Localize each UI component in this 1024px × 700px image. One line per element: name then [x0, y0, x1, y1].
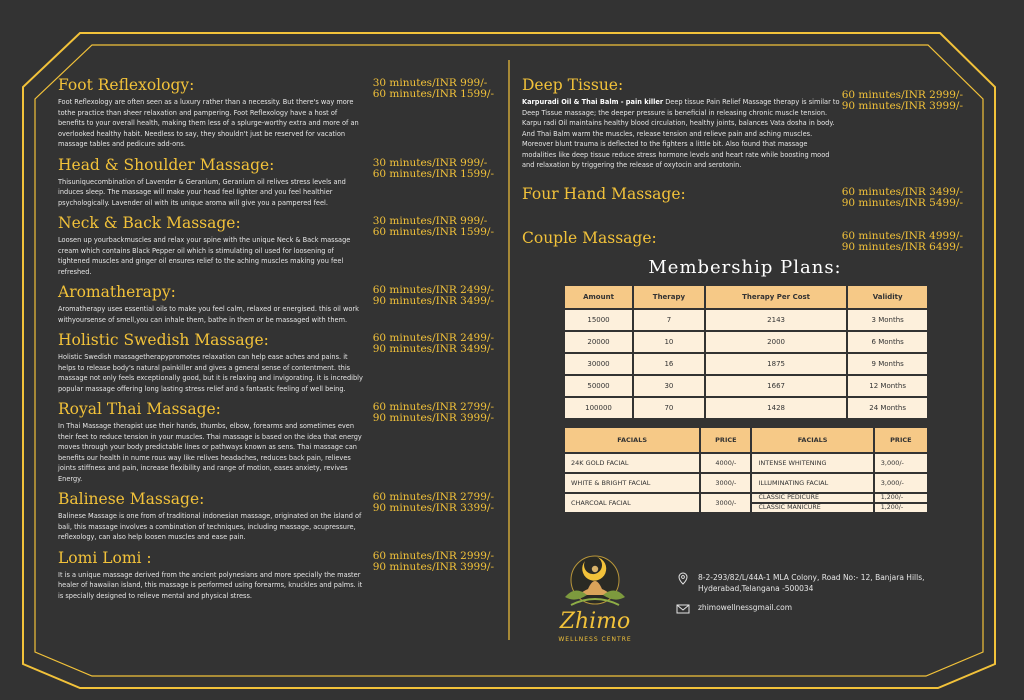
- column-header: Amount: [564, 285, 633, 309]
- service-title: Foot Reflexology:: [58, 76, 195, 94]
- service-title: Lomi Lomi :: [58, 548, 152, 567]
- service-title: Couple Massage:: [522, 228, 657, 247]
- service-description: Foot Reflexology are often seen as a luxury rather than a necessity. But there's way more tothe practice than sheer relaxation and pampering. Foot Reflexology have a host of benefits to your overall health, making them less of a splurge-worthy extra and more of an overlooked healthy habit. Needless to say, they shouldn't just be reserved for vacation massage tables and pedicure add-ons.: [58, 98, 359, 148]
- service-price: 60 minutes/INR 2499/- 90 minutes/INR 3499/-: [372, 284, 494, 307]
- service-price: 30 minutes/INR 999/- 60 minutes/INR 1599/-: [372, 156, 494, 180]
- column-header: Validity: [847, 285, 928, 309]
- membership-plans-title: Membership Plans:: [648, 257, 842, 278]
- service-description: [522, 97, 842, 171]
- column-header: PRICE: [874, 427, 928, 453]
- envelope-icon: [676, 602, 690, 616]
- service-title: Balinese Massage:: [58, 490, 205, 508]
- service-price: 60 minutes/INR 2999/- 90 minutes/INR 3999/-: [841, 89, 963, 112]
- service-description: Aromatherapy uses essential oils to make you feel calm, relaxed or energised. this oil work withyoursense of smell,you can inhale them, bathe in them or be massaged with them.: [58, 305, 359, 324]
- service-foot-reflexology: [58, 76, 498, 150]
- service-title: Head & Shoulder Massage:: [58, 155, 275, 174]
- table-row: 20000 10 2000 6 Months: [564, 331, 928, 353]
- facials-table: [563, 426, 929, 514]
- service-four-hand-massage: [522, 185, 967, 223]
- table-row: WHITE & BRIGHT FACIAL 3000/- ILLUMINATING FACIAL 3,000/-: [564, 473, 928, 493]
- service-price: 60 minutes/INR 2499/- 90 minutes/INR 3499/-: [372, 332, 494, 355]
- service-aromatherapy: [58, 283, 498, 325]
- location-pin-icon: [676, 572, 690, 586]
- description-bold: Karpuradi Oil & Thai Balm - pain killer: [522, 98, 664, 106]
- service-price: 60 minutes/INR 2799/- 90 minutes/INR 3999/-: [372, 401, 494, 424]
- description-text: Deep tissue Pain Relief Massage therapy is similar to Deep Tissue massage; the deeper pressure is beneficial in releasing chronic muscle tension. Karpu radi Oil maintains healthy blood circulation, healthy joints, balances Vata dosha in body. And Thai Balm warm the muscles, release tension and relieve pain and aching muscles. Moreover blunt trauma is deflected to the fighters a little bit. Also found that massage modalities like deep tissue reduce stress hormone levels and heart rate while boosting mood and relaxation by triggering the release of oxytocin and serotonin.: [522, 98, 840, 169]
- service-neck-back-massage: [58, 214, 498, 277]
- table-header-row: [564, 285, 928, 309]
- service-description: In Thai Massage therapist use their hands, thumbs, elbow, forearms and sometimes even their feet to reduce tension in your muscles. Thai massage is based on the idea that energy moves through your body predictable lines or pathways known as sens. Thai massage can benefits our health in nume rous way like relives headaches, reduces back pain, relieves joints stiffness and pain, increase flexibility and range of motion, eases anxiety, revives Energy.: [58, 422, 362, 483]
- column-header: PRICE: [700, 427, 751, 453]
- service-title: Deep Tissue:: [522, 76, 624, 94]
- left-services-column: [58, 76, 498, 607]
- service-lomi-lomi: [58, 549, 498, 602]
- service-description: Holistic Swedish massagetherapypromotes relaxation can help ease aches and pains. it helps to release body's natural painkiller and gives a general sense of contentment. this massage not only feels exceptionally good, but it is relaxing and invigorating. it is incredibly popular massage offering long lasting stress relief and a fantastic feeling of well being.: [58, 353, 363, 393]
- brand-name: Zhimo: [559, 609, 631, 634]
- table-row: CHARCOAL FACIAL 3000/- CLASSIC PEDICURE 1,200/-: [564, 493, 928, 503]
- table-row: 100000 70 1428 24 Months: [564, 397, 928, 419]
- service-head-shoulder-massage: [58, 156, 498, 209]
- service-title: Royal Thai Massage:: [58, 400, 221, 418]
- address-row: [676, 572, 925, 594]
- service-description: Loosen up yourbackmuscles and relax your spine with the unique Neck & Back massage cream which contains Black Pepper oil which is stimulating oil used for loosening of tightened muscles and ginger oil ensures relief to the aching muscles making you feel refreshed.: [58, 236, 351, 276]
- table-row: 50000 30 1667 12 Months: [564, 375, 928, 397]
- service-price: 60 minutes/INR 2999/- 90 minutes/INR 3999/-: [372, 549, 494, 573]
- service-title: Neck & Back Massage:: [58, 214, 241, 232]
- service-holistic-swedish-massage: [58, 331, 498, 394]
- service-couple-massage: [522, 228, 967, 253]
- service-deep-tissue: [522, 76, 967, 171]
- table-row: 15000 7 2143 3 Months: [564, 309, 928, 331]
- service-description: Balinese Massage is one from of traditional indonesian massage, originated on the island of bali, this massage involves a combination of techniques, including massage, acupressure, reflexology, can also help loosen muscles and ease pain.: [58, 512, 362, 541]
- table-row: 24K GOLD FACIAL 4000/- INTENSE WHITENING 3,000/-: [564, 453, 928, 473]
- service-description: It is a unique massage derived from the ancient polynesians and more specially the master healer of hawaiian island, this massage is performed using forearms, knuckles and palms. it is specially designed to relieve mental and physical stress.: [58, 570, 363, 600]
- table-header-row: [564, 427, 928, 453]
- service-royal-thai-massage: [58, 400, 498, 484]
- column-header: FACIALS: [751, 427, 873, 453]
- service-title: Holistic Swedish Massage:: [58, 331, 269, 349]
- table-row: 30000 16 1875 9 Months: [564, 353, 928, 375]
- contact-info: [676, 572, 925, 624]
- brand-tagline: WELLNESS CENTRE: [558, 636, 632, 643]
- service-price: 30 minutes/INR 999/- 60 minutes/INR 1599/-: [372, 77, 494, 100]
- service-description: Thisuniquecombination of Lavender & Geranium, Geranium oil relives stress levels and induces sleep. The massage will make your head feel lighter and you feel healthier psychologically. Lavender oil with its unique aroma will give you a pampered feel.: [58, 177, 346, 207]
- membership-table: [563, 284, 929, 420]
- zhimo-logo: [535, 545, 655, 650]
- column-header: Therapy: [633, 285, 705, 309]
- table-row: CLASSIC MANICURE 1,200/-: [564, 503, 928, 513]
- service-balinese-massage: [58, 490, 498, 543]
- column-header: FACIALS: [564, 427, 700, 453]
- email-text[interactable]: zhimowellnessgmail.com: [698, 603, 792, 612]
- service-price: 60 minutes/INR 2799/- 90 minutes/INR 3399/-: [372, 491, 494, 514]
- service-title: Aromatherapy:: [58, 283, 176, 301]
- right-services-column: [522, 76, 967, 253]
- service-price: 60 minutes/INR 4999/- 90 minutes/INR 6499/-: [841, 229, 963, 253]
- service-price: 30 minutes/INR 999/- 60 minutes/INR 1599/-: [372, 215, 494, 238]
- address-text: 8-2-293/82/L/44A-1 MLA Colony, Road No:- 12, Banjara Hills, Hyderabad,Telangana -500034: [698, 573, 925, 593]
- column-header: Therapy Per Cost: [705, 285, 847, 309]
- service-title: Four Hand Massage:: [522, 184, 686, 203]
- email-row: [676, 602, 925, 616]
- service-price: 60 minutes/INR 3499/- 90 minutes/INR 5499/-: [841, 185, 963, 209]
